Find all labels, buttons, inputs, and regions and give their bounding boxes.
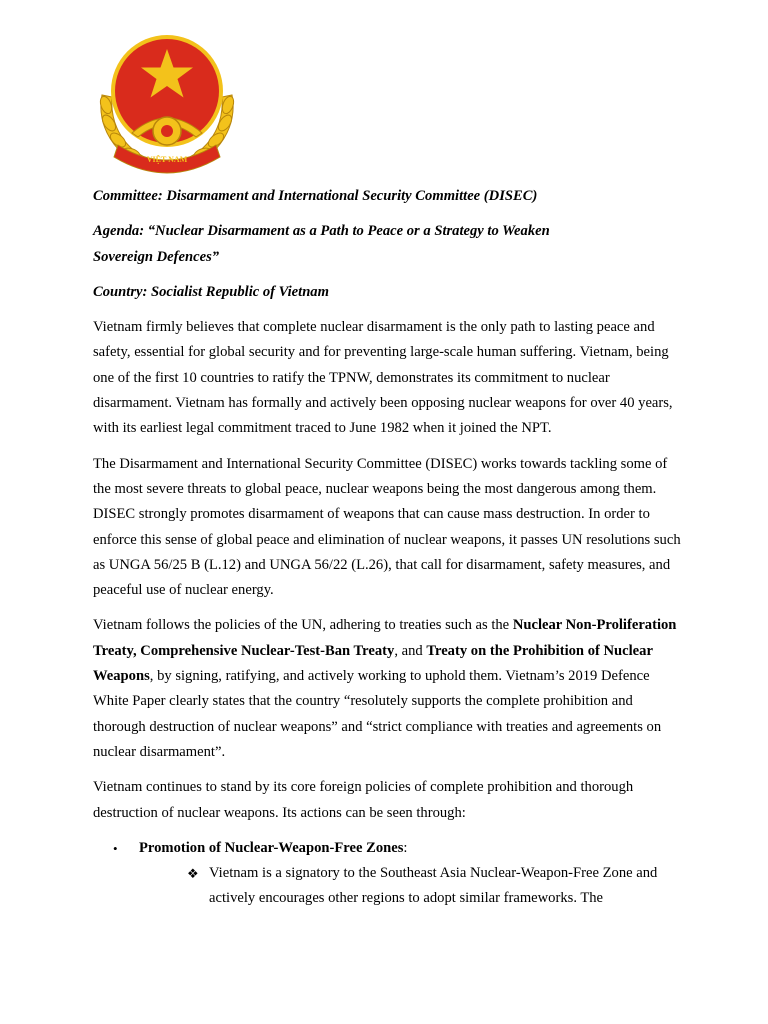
paragraph-treaties <box>93 613 683 765</box>
sub-list-item-text: Vietnam is a signatory to the Southeast Asia Nuclear-Weapon-Free Zone and actively encourages other regions to adopt similar frameworks. The <box>209 865 658 907</box>
agenda-line-1: Agenda: “Nuclear Disarmament as a Path to Peace or a Strategy to Weaken <box>93 223 550 240</box>
agenda-line-2: Sovereign Defences” <box>93 248 220 265</box>
treaties-bold-2: Treaty on the Prohibition of Nuclear Weapons <box>93 642 653 685</box>
paragraph-actions: Vietnam continues to stand by its core foreign policies of complete prohibition and thorough destruction of nuclear weapons. Its actions can be seen through: <box>93 779 634 821</box>
bullet-icon: • <box>113 840 118 856</box>
treaties-bold-1: Nuclear Non-Proliferation Treaty, Comprehensive Nuclear-Test-Ban Treaty <box>93 617 677 659</box>
list-item <box>93 836 683 861</box>
diamond-bullet-icon: ❖ <box>187 866 199 882</box>
list-item-colon: : <box>403 839 408 856</box>
committee-line: Committee: Disarmament and International Security Committee (DISEC) <box>93 188 538 204</box>
list-item-label: Promotion of Nuclear-Weapon-Free Zones <box>139 839 404 856</box>
sub-list-item <box>163 861 659 912</box>
actions-list <box>93 836 683 861</box>
emblem-ribbon-text: VIỆT NAM <box>146 155 188 164</box>
paragraph-intro: Vietnam firmly believes that complete nuclear disarmament is the only path to lasting peace and safety, essential for global security and for preventing large-scale human suffering. Vietnam, being one of the first 10 countries to ratify the TPNW, demonstrates its commitment to nuclear disarmament. Vietnam has formally and actively been opposing nuclear weapons for over 40 years, with its earliest legal commitment traced to June 1982 when it joined the NPT. <box>93 319 673 437</box>
sub-list <box>93 861 683 912</box>
country-line: Country: Socialist Republic of Vietnam <box>93 283 329 300</box>
treaties-text-2: , and <box>394 642 427 659</box>
paragraph-disec: The Disarmament and International Security Committee (DISEC) works towards tackling some of the most severe threats to global peace, nuclear weapons being the most dangerous among them. DISEC strongly promotes disarmament of weapons that can cause mass destruction. In order to enforce this sense of global peace and elimination of nuclear weapons, it passes UN resolutions such as UNGA 56/25 B (L.12) and UNGA 56/22 (L.26), that call for disarmament, safety measures, and peaceful use of nuclear energy. <box>93 455 681 599</box>
document-body <box>93 184 683 912</box>
agenda-line <box>93 219 593 270</box>
treaties-text-1: Vietnam follows the policies of the UN, adhering to treaties such as the <box>93 617 513 634</box>
vietnam-national-emblem-icon <box>92 33 242 179</box>
treaties-text-3: , by signing, ratifying, and actively working to uphold them. Vietnam’s 2019 Defence White Paper clearly states that the country “resolutely supports the complete prohibition and thorough destruction of nuclear weapons” and “strict compliance with treaties and agreements on nuclear disarmament”. <box>93 668 662 760</box>
